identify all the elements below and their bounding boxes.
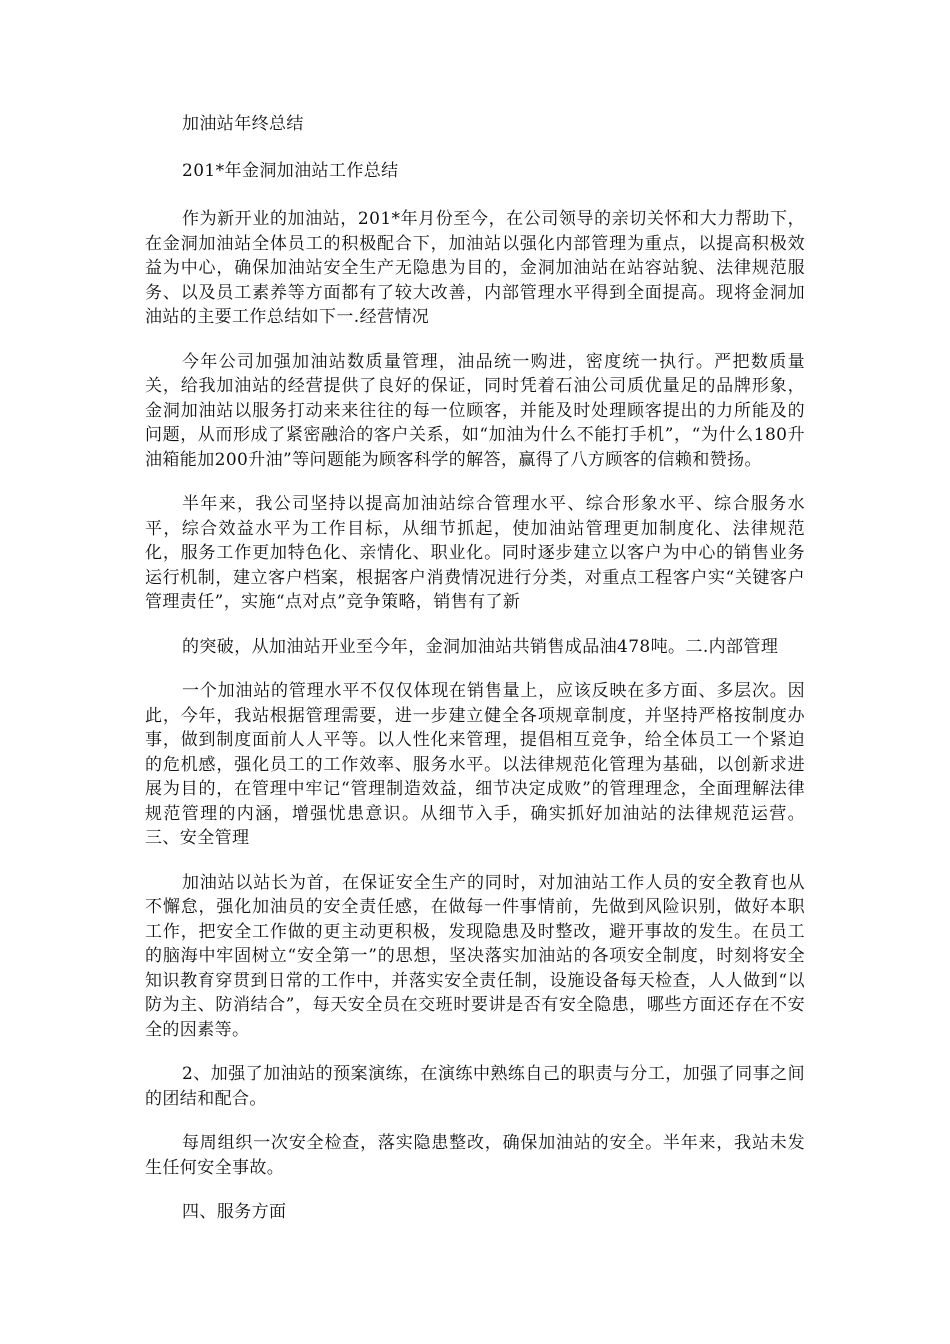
paragraph-internal-management: 一个加油站的管理水平不仅仅体现在销售量上，应该反映在多方面、多层次。因此，今年，我站根据管理需要，进一步建立健全各项规章制度，并坚持严格按制度办事，做到制度面前人人平等。以人性化来管理，提倡相互竞争，给全体员工一个紧迫的危机感，强化员工的工作效率、服务水平。以法律规范化管理为基础，以创新求进展为目的，在管理中牢记“管理制造效益，细节决定成败”的管理理念，全面理解法律规范管理的内涵，增强忧患意识。从细节入手，确实抓好加油站的法律规范运营。三、安全管理 bbox=[145, 681, 805, 848]
document-subtitle: 201*年金洞加油站工作总结 bbox=[182, 160, 399, 181]
paragraph-drills: 2、加强了加油站的预案演练，在演练中熟练自己的职责与分工，加强了同事之间的团结和配合。 bbox=[145, 1064, 805, 1109]
section-heading-service: 四、服务方面 bbox=[182, 1202, 287, 1222]
paragraph-safety-management: 加油站以站长为首，在保证安全生产的同时，对加油站工作人员的安全教育也从不懈怠，强化加油员的安全责任感，在做每一件事情前，先做到风险识别，做好本职工作，把安全工作做的更主动更积极，发现隐患及时整改，避开事故的发生。在员工的脑海中牢固树立“安全第一”的思想，坚决落实加油站的各项安全制度，时刻将安全知识教育穿贯到日常的工作中，并落实安全责任制，设施设备每天检查，人人做到“以防为主、防消结合”，每天安全员在交班时要讲是否有安全隐患，哪些方面还存在不安全的因素等。 bbox=[145, 872, 805, 1040]
paragraph-weekly-inspection: 每周组织一次安全检查，落实隐患整改，确保加油站的安全。半年来，我站未发生任何安全事故。 bbox=[145, 1133, 805, 1178]
paragraph-sales-breakthrough: 的突破，从加油站开业至今年，金洞加油站共销售成品油478吨。二.内部管理 bbox=[182, 636, 779, 657]
paragraph-half-year: 半年来，我公司坚持以提高加油站综合管理水平、综合形象水平、综合服务水平，综合效益水平为工作目标，从细节抓起，使加油站管理更加制度化、法律规范化，服务工作更加特色化、亲情化、职业化。同时逐步建立以客户为中心的销售业务运行机制，建立客户档案，根据客户消费情况进行分类，对重点工程客户实“关键客户管理责任”，实施“点对点”竞争策略，销售有了新 bbox=[145, 494, 805, 612]
paragraph-intro: 作为新开业的加油站，201*年月份至今，在公司领导的亲切关怀和大力帮助下，在金洞加油站全体员工的积极配合下，加油站以强化内部管理为重点，以提高积极效益为中心，确保加油站安全生产无隐患为目的，金洞加油站在站容站貌、法律规范服务、以及员工素养等方面都有了较大改善，内部管理水平得到全面提高。现将金洞加油站的主要工作总结如下一.经营情况 bbox=[145, 209, 805, 327]
paragraph-quality: 今年公司加强加油站数质量管理，油品统一购进，密度统一执行。严把数质量关，给我加油站的经营提供了良好的保证，同时凭着石油公司质优量足的品牌形象，金洞加油站以服务打动来来往往的每一位顾客，并能及时处理顾客提出的力所能及的问题，从而形成了紧密融洽的客户关系，如“加油为什么不能打手机”，“为什么180升油箱能加200升油”等问题能为顾客科学的解答，赢得了八方顾客的信赖和赞扬。 bbox=[145, 351, 805, 470]
document-title: 加油站年终总结 bbox=[182, 114, 304, 134]
document-page bbox=[145, 112, 805, 1245]
